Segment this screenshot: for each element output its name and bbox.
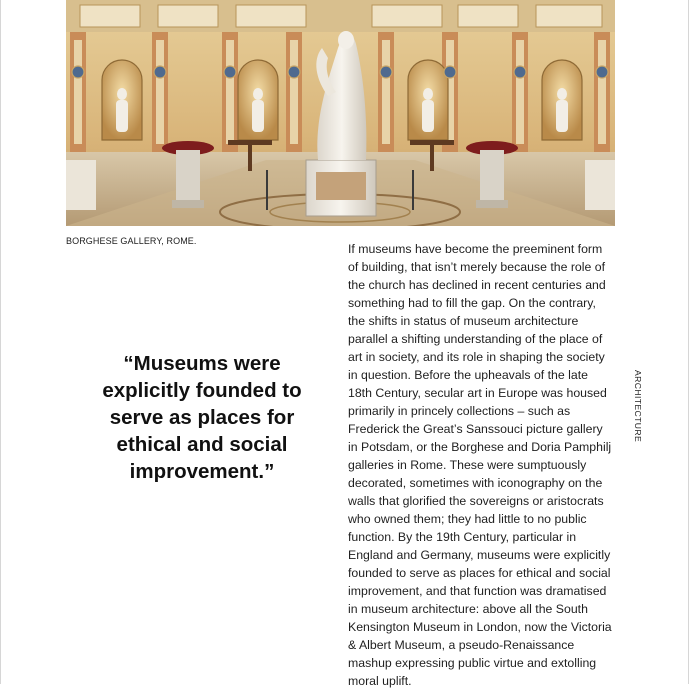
article-line: England and Germany, museums were explicitly xyxy=(348,548,611,562)
article-line: in Potsdam, or the Borghese and Doria Pamphilj xyxy=(348,440,612,454)
article-line: in question. Before the upheavals of the late xyxy=(348,368,588,382)
pull-quote-line: explicitly founded to xyxy=(102,379,302,402)
article-line: art in society, and its role in shaping the society xyxy=(348,350,605,364)
pull-quote-line: ethical and social xyxy=(116,433,288,456)
article-line: walls that glorified the sovereigns or aristocrats xyxy=(348,494,604,508)
article-body xyxy=(348,240,618,690)
article-line: decorated, sometimes with iconography on the xyxy=(348,476,603,490)
pull-quote xyxy=(84,350,320,485)
pull-quote-line: serve as places for xyxy=(109,406,295,429)
article-line: primarily in princely collections – such as xyxy=(348,404,571,418)
page-edge-left xyxy=(0,0,1,684)
article-line: in museum architecture: above all the South xyxy=(348,602,588,616)
article-line: & Albert Museum, a pseudo-Renaissance xyxy=(348,638,575,652)
article-line: founded to serve as places for ethical and social xyxy=(348,566,611,580)
article-line: something had to fill the gap. On the contrary, xyxy=(348,296,596,310)
article-line: who owned them; they had little to no public xyxy=(348,512,587,526)
photo-caption: BORGHESE GALLERY, ROME. xyxy=(66,236,197,246)
article-line: Frederick the Great’s Sanssouci picture gallery xyxy=(348,422,603,436)
article-line: the church has declined in recent centuries and xyxy=(348,278,606,292)
article-line: mashup expressing public virtue and extolling xyxy=(348,656,597,670)
gallery-photo xyxy=(66,0,615,226)
article-line: improvement, and that function was dramatised xyxy=(348,584,607,598)
article-line: 18th Century, secular art in Europe was housed xyxy=(348,386,607,400)
article-line: the shifts in status of museum architecture xyxy=(348,314,579,328)
pull-quote-line: “Museums were xyxy=(123,352,281,375)
article-line: of building, that isn’t merely because the role of xyxy=(348,260,606,274)
article-line: Kensington Museum in London, now the Victoria xyxy=(348,620,612,634)
article-line: moral uplift. xyxy=(348,674,412,688)
page-edge-right xyxy=(688,0,689,684)
article-line: If museums have become the preeminent form xyxy=(348,242,603,256)
article-line: function. By the 19th Century, particular in xyxy=(348,530,577,544)
article-line: parallel a shifting understanding of the place of xyxy=(348,332,603,346)
pull-quote-line: improvement.” xyxy=(129,460,275,483)
article-line: galleries in Rome. These were sumptuously xyxy=(348,458,587,472)
section-label: ARCHITECTURE xyxy=(633,370,643,443)
